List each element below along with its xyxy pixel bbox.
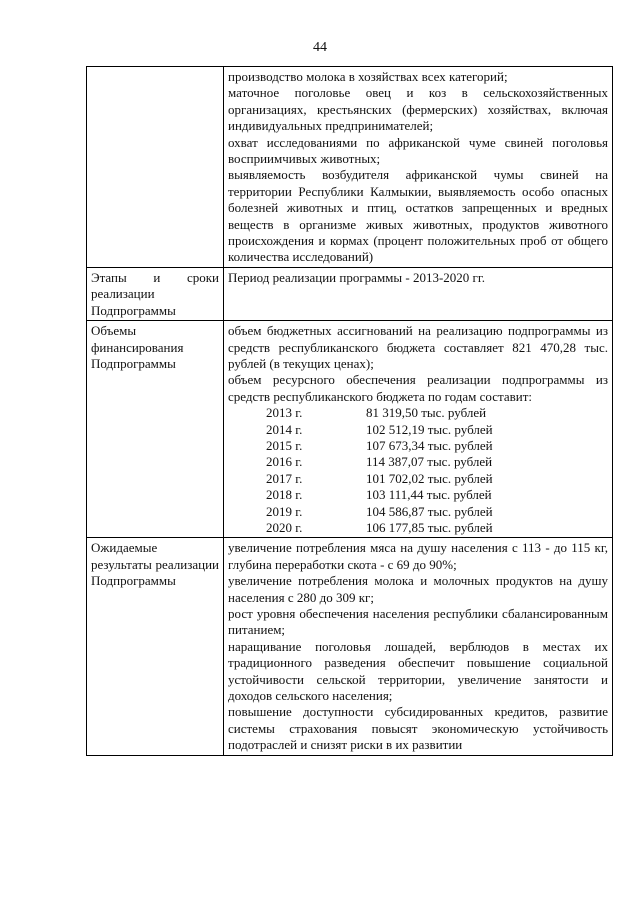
budget-amount: 104 586,87 тыс. рублей (366, 503, 493, 519)
row-label-results: Ожидаемые результаты реализации Подпрограммы (87, 538, 224, 755)
budget-row (266, 405, 493, 421)
result-paragraph: увеличение потребления мяса на душу населения с 113 - до 115 кг, глубина переработки скота - с 69 до 90%; (228, 540, 608, 572)
budget-row (266, 438, 493, 454)
budget-amount: 102 512,19 тыс. рублей (366, 421, 493, 437)
passport-table (86, 66, 613, 756)
table-row-indicators (87, 67, 613, 268)
result-paragraph: рост уровня обеспечения населения республики сбалансированным питанием; (228, 606, 608, 638)
indicators-cell (224, 67, 613, 268)
indicator-paragraph: маточное поголовье овец и коз в сельскохозяйственных организациях, крестьянских (фермерских) хозяйствах, включая индивидуальных предпринимателей; (228, 85, 608, 134)
indicator-paragraph: производство молока в хозяйствах всех категорий; (228, 69, 508, 84)
result-paragraph: увеличение потребления молока и молочных продуктов на душу населения с 280 до 309 кг; (228, 573, 608, 605)
budget-amount: 101 702,02 тыс. рублей (366, 470, 493, 486)
table-row-stages (87, 267, 613, 320)
budget-row (266, 504, 493, 520)
budget-year: 2014 г. (266, 421, 303, 437)
financing-cell (224, 321, 613, 538)
page-number: 44 (313, 40, 327, 55)
table-row-financing (87, 321, 613, 538)
result-paragraph: наращивание поголовья лошадей, верблюдов в местах их традиционного разведения обеспечит повышение социальной устойчивости сельской территории, увеличение занятости и доходов сельского населения; (228, 638, 608, 704)
budget-year: 2013 г. (266, 405, 303, 421)
financing-paragraph: объем бюджетных ассигнований на реализацию подпрограммы из средств республиканского бюджета составляет 821 470,28 тыс. рублей (в текущих ценах); (228, 323, 608, 371)
budget-by-year-table (266, 405, 493, 536)
budget-row (266, 422, 493, 438)
budget-year: 2016 г. (266, 454, 303, 470)
row-label-financing: Объемы финансирования Подпрограммы (87, 321, 224, 538)
stages-cell: Период реализации программы - 2013-2020 гг. (224, 267, 613, 320)
budget-year: 2019 г. (266, 503, 303, 519)
budget-row (266, 471, 493, 487)
budget-row (266, 520, 493, 536)
budget-year: 2018 г. (266, 487, 303, 503)
row-label-stages: Этапы и сроки реализации Подпрограммы (87, 267, 224, 320)
budget-row (266, 454, 493, 470)
row-label-indicators (87, 67, 224, 268)
indicator-paragraph: охват исследованиями по африканской чуме свиней поголовья восприимчивых животных; (228, 134, 608, 167)
budget-year: 2015 г. (266, 437, 303, 453)
budget-amount: 114 387,07 тыс. рублей (366, 454, 493, 470)
budget-year: 2020 г. (266, 519, 303, 535)
results-cell (224, 538, 613, 755)
budget-row (266, 487, 493, 503)
financing-paragraph: объем ресурсного обеспечения реализации подпрограммы из средств республиканского бюджета по годам составит: (228, 372, 608, 404)
result-paragraph: повышение доступности субсидированных кредитов, развитие системы страхования повысят экономическую устойчивость подотраслей и снизят риски в их развитии (228, 704, 608, 753)
budget-amount: 103 111,44 тыс. рублей (366, 487, 492, 503)
budget-amount: 106 177,85 тыс. рублей (366, 519, 493, 535)
budget-amount: 107 673,34 тыс. рублей (366, 437, 493, 453)
table-row-results (87, 538, 613, 755)
budget-amount: 81 319,50 тыс. рублей (366, 405, 487, 421)
indicator-paragraph: выявляемость возбудителя африканской чумы свиней на территории Республики Калмыкии, выявляемость особо опасных болезней животных и птиц, остатков запрещенных и вредных веществ в организме живых животных, продуктов животного происхождения и кормах (процент положительных проб от общего количества исследований) (228, 167, 608, 265)
budget-year: 2017 г. (266, 470, 303, 486)
